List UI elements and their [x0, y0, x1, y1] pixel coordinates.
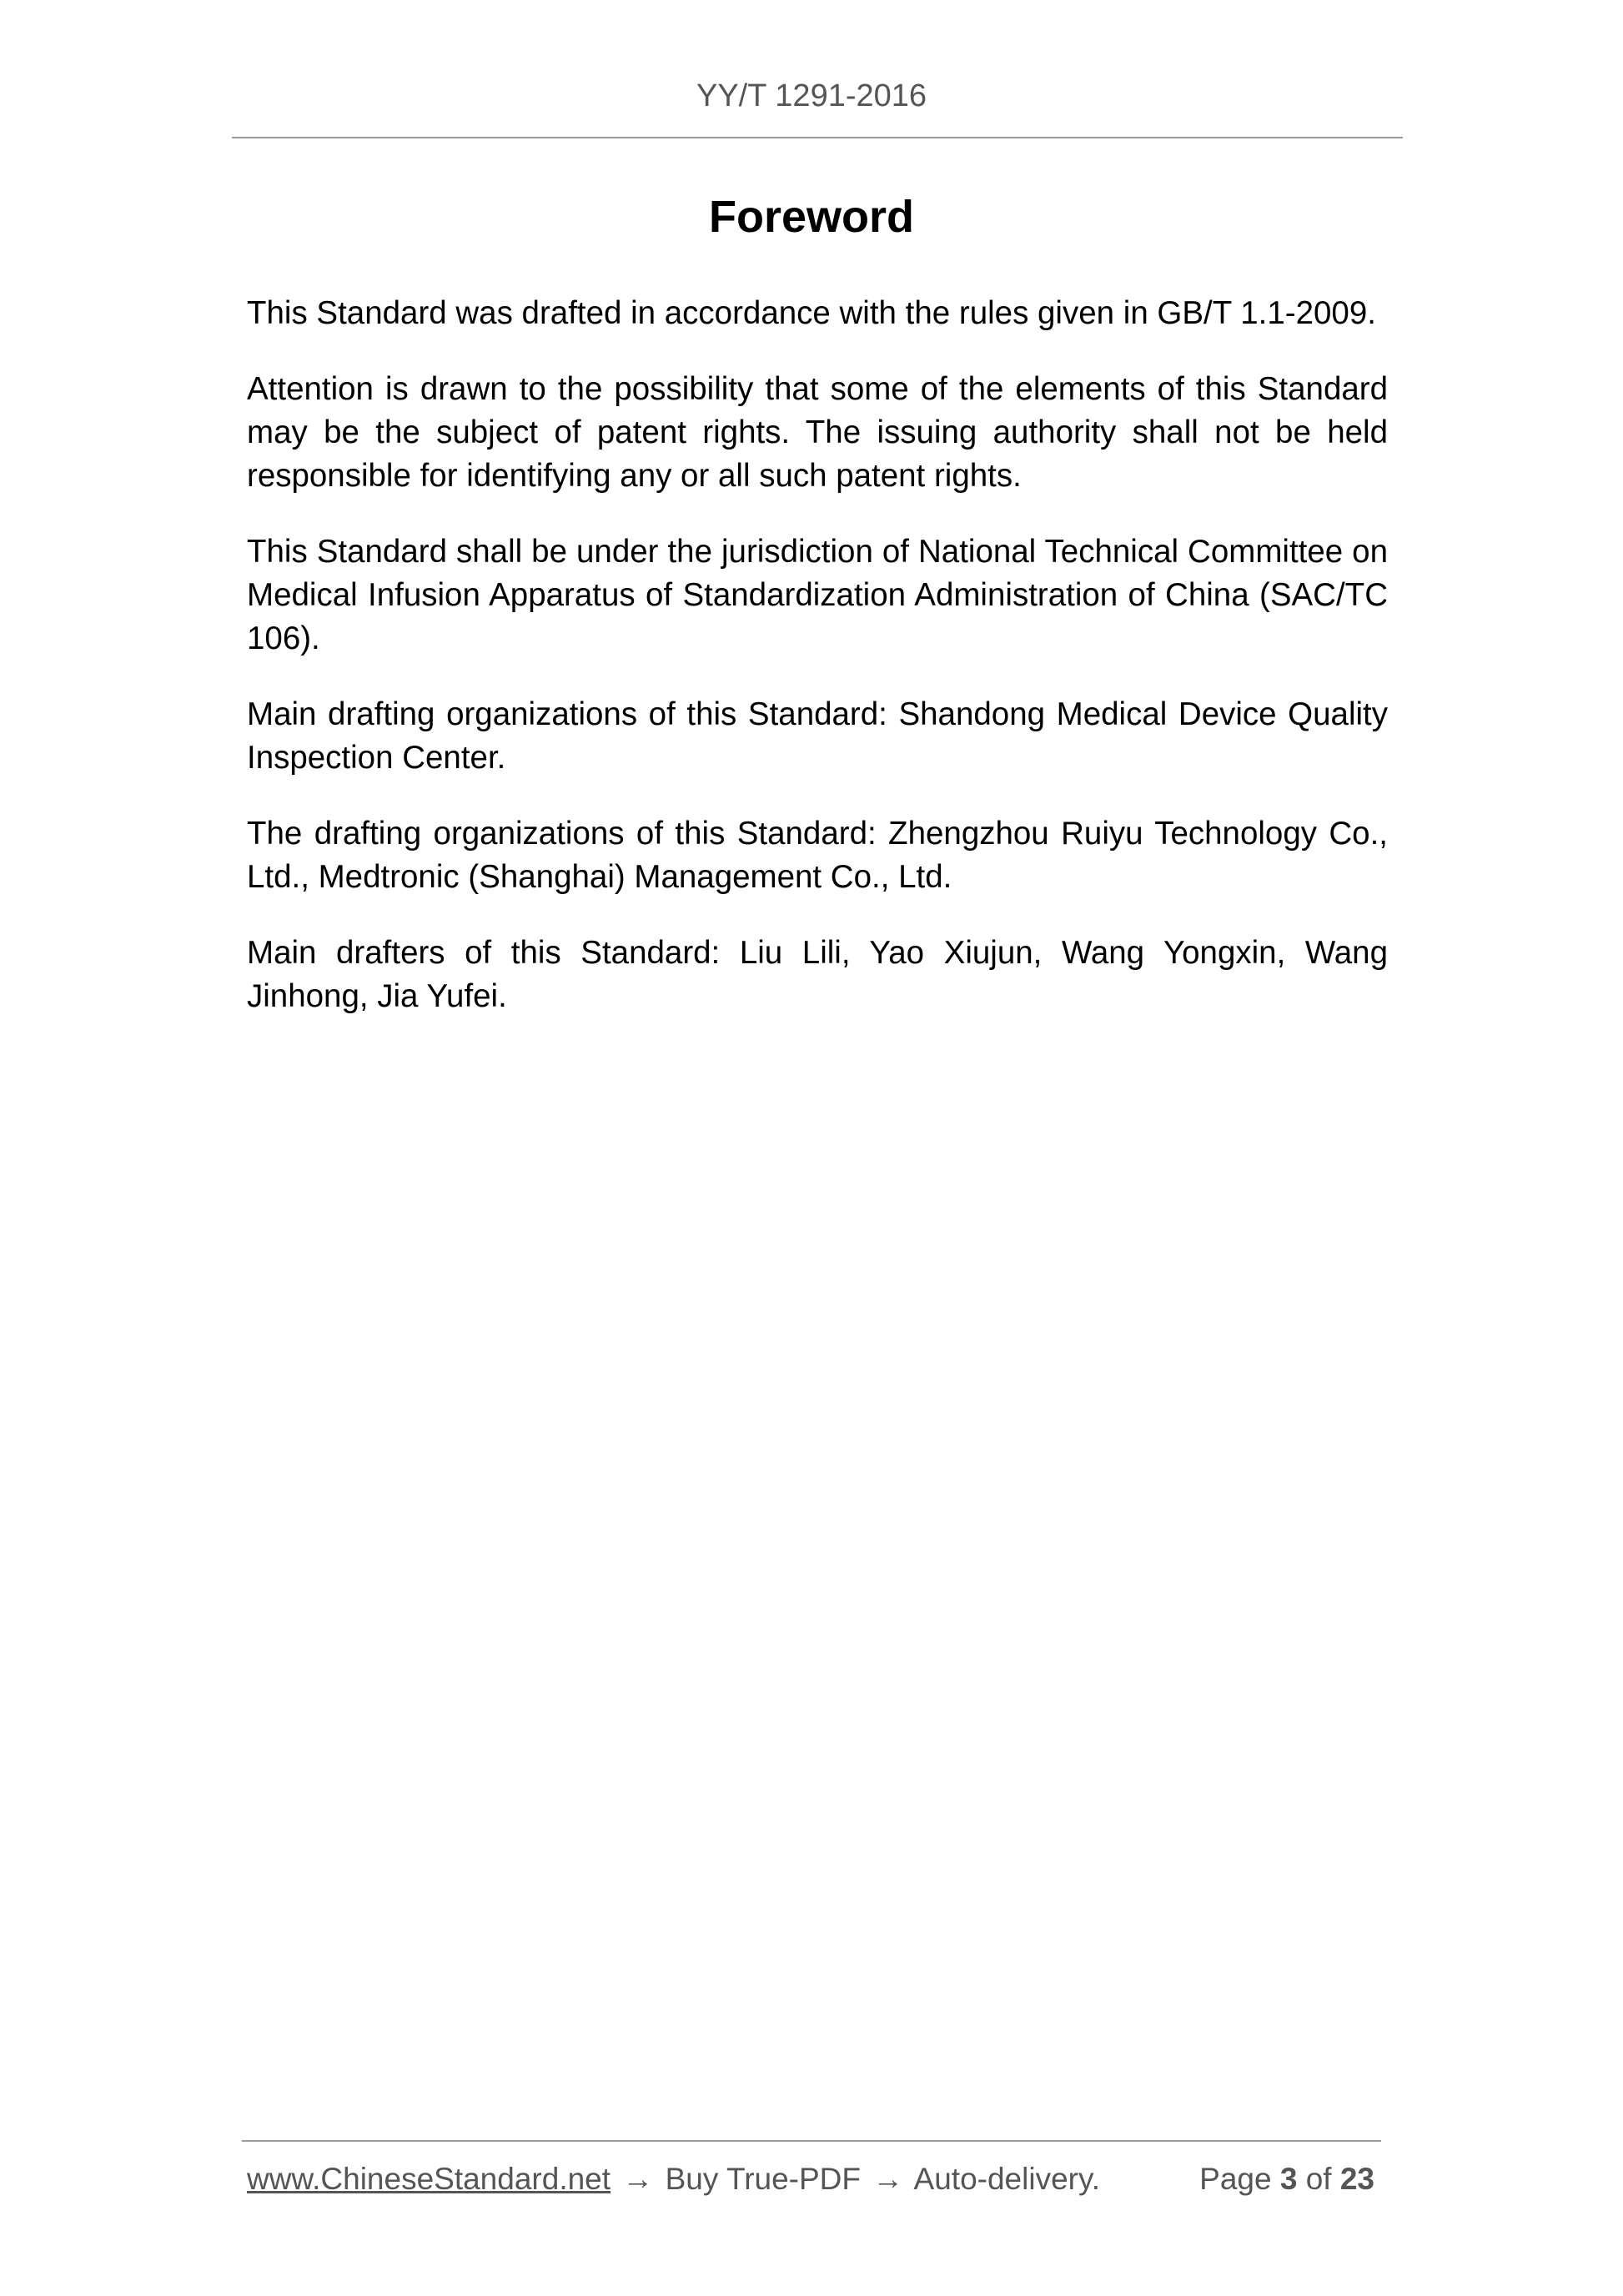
paragraph-jurisdiction: This Standard shall be under the jurisdiction of National Technical Committee on Medical Infusion Apparatus of Standardization Administration of China (SAC/TC 106). [247, 534, 1388, 656]
footer-promo [247, 2160, 1100, 2198]
running-header: YY/T 1291-2016 [696, 78, 927, 113]
arrow-right-icon: → [872, 2162, 904, 2196]
delivery-text: Auto-delivery. [913, 2162, 1101, 2196]
of-label: of [1305, 2162, 1332, 2196]
page-title: Foreword [708, 192, 914, 242]
page-number [1199, 2160, 1374, 2198]
buy-text: Buy True-PDF [665, 2162, 862, 2196]
foreword-body [247, 292, 1388, 1051]
paragraph-drafters: Main drafters of this Standard: Liu Lili, Yao Xiujun, Wang Yongxin, Wang Jinhong, Jia Yufei. [247, 935, 1388, 1014]
page-total: 23 [1339, 2162, 1374, 2196]
header-divider [232, 137, 1403, 138]
arrow-right-icon: → [622, 2162, 654, 2196]
paragraph-drafting-rules: This Standard was drafted in accordance with the rules given in GB/T 1.1-2009. [247, 295, 1376, 331]
paragraph-patent-notice: Attention is drawn to the possibility that some of the elements of this Standard may be the subject of patent rights. The issuing authority shall not be held responsible for identifying any or all such patent rights. [247, 371, 1388, 494]
footer-divider [242, 2140, 1381, 2142]
paragraph-drafting-orgs: The drafting organizations of this Standard: Zhengzhou Ruiyu Technology Co., Ltd., Medtronic (Shanghai) Management Co., Ltd. [247, 816, 1388, 895]
page-current: 3 [1279, 2162, 1298, 2196]
page-label: Page [1199, 2162, 1272, 2196]
paragraph-main-drafting-orgs: Main drafting organizations of this Standard: Shandong Medical Device Quality Inspection Center. [247, 696, 1388, 776]
site-link[interactable]: www.ChineseStandard.net [247, 2162, 611, 2196]
